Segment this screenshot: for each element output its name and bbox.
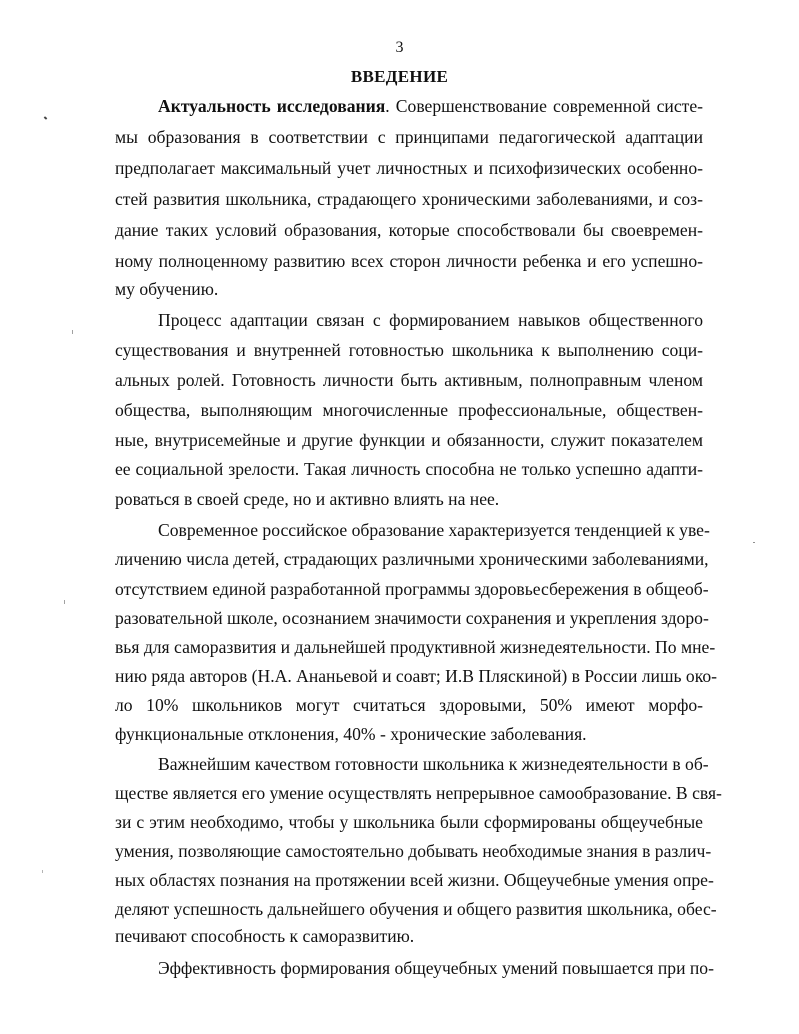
paragraph-line: Важнейшим качеством готовности школьника к жизнедеятельности в об-	[158, 754, 709, 774]
paragraph-line: Эффективность формирования общеучебных умений повышается при по-	[158, 958, 714, 978]
paragraph-line: мы образования в соответствии с принципами педагогической адаптации	[115, 127, 703, 147]
paragraph-line: ло 10% школьников могут считаться здоровыми, 50% имеют морфо-	[115, 695, 703, 715]
paragraph-line: стей развития школьника, страдающего хроническими заболеваниями, и соз-	[115, 189, 703, 209]
paragraph-line: существования и внутренней готовностью школьника к выполнению соци-	[115, 340, 703, 360]
paragraph-line: ее социальной зрелости. Такая личность способна не только успешно адапти-	[115, 459, 703, 479]
paragraph-line: роваться в своей среде, но и активно влиять на нее.	[115, 489, 500, 509]
page-number: 3	[395, 39, 404, 56]
paragraph-line: функциональные отклонения, 40% - хронические заболевания.	[115, 724, 587, 744]
paragraph-line: дание таких условий образования, которые способствовали бы своевремен-	[115, 220, 703, 240]
paragraph-line: ществе является его умение осуществлять непрерывное самообразование. В свя-	[115, 783, 722, 803]
scan-speck	[64, 600, 65, 604]
paragraph-line: ных областях познания на протяжении всей жизни. Общеучебные умения опре-	[115, 870, 714, 890]
paragraph-line: предполагает максимальный учет личностных и психофизических особенно-	[115, 158, 703, 178]
paragraph-line	[158, 95, 703, 117]
paragraph-line: вья для саморазвития и дальнейшей продуктивной жизнедеятельности. По мне-	[115, 637, 716, 657]
paragraph-line: общества, выполняющим многочисленные профессиональные, обществен-	[115, 400, 703, 420]
paragraph-line: нию ряда авторов (Н.А. Ананьевой и соавт; И.В Пляскиной) в России лишь око-	[115, 666, 718, 686]
paragraph-line: личению числа детей, страдающих различными хроническими заболеваниями,	[115, 549, 709, 569]
paragraph-line: деляют успешность дальнейшего обучения и общего развития школьника, обес-	[115, 899, 717, 919]
line-text: . Совершенствование современной систе-	[385, 96, 704, 116]
page-title: ВВЕДЕНИЕ	[350, 67, 449, 86]
paragraph-line: разовательной школе, осознанием значимости сохранения и укрепления здоро-	[115, 608, 709, 628]
paragraph-line: альных ролей. Готовность личности быть активным, полноправным членом	[115, 370, 703, 390]
paragraph-line: зи с этим необходимо, чтобы у школьника были сформированы общеучебные	[115, 812, 703, 832]
paragraph-line: умения, позволяющие самостоятельно добывать необходимые знания в различ-	[115, 841, 712, 861]
paragraph-line: ные, внутрисемейные и другие функции и обязанности, служит показателем	[115, 430, 703, 450]
paragraph-line: ному полноценному развитию всех сторон личности ребенка и его успешно-	[115, 251, 703, 271]
paragraph-line: Процесс адаптации связан с формированием навыков общественного	[158, 310, 703, 330]
paragraph-line: Современное российское образование характеризуется тенденцией к уве-	[158, 520, 710, 540]
lead-term: Актуальность исследования	[158, 96, 386, 116]
scan-speck	[44, 116, 48, 119]
paragraph-line: печивают способность к саморазвитию.	[115, 926, 415, 946]
scan-speck	[753, 542, 755, 543]
paragraph-line: отсутствием единой разработанной программы здоровьесбережения в общеоб-	[115, 579, 709, 599]
scan-speck	[42, 870, 43, 873]
scan-speck	[72, 330, 73, 334]
paragraph-line: му обучению.	[115, 279, 219, 299]
